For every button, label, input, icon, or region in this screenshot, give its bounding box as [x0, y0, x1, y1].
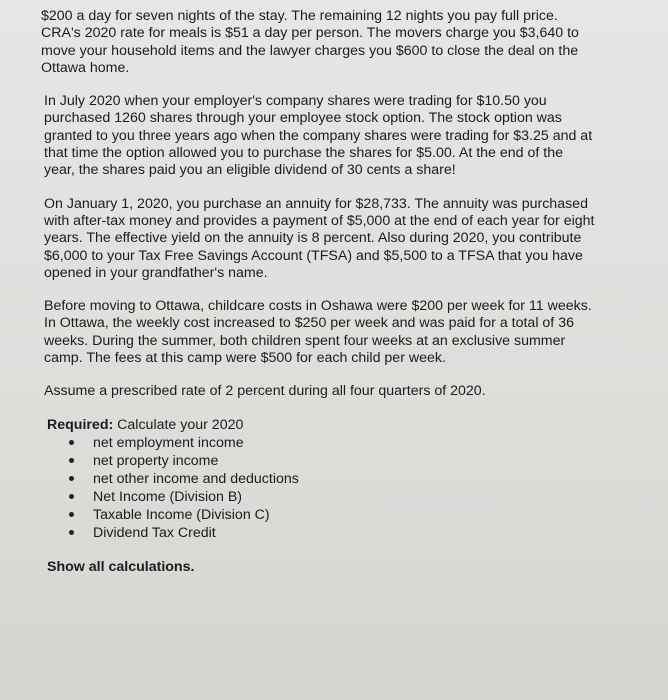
list-item: Net Income (Division B)	[69, 488, 644, 506]
text-line: camp. The fees at this camp were $500 for each child per week.	[44, 350, 446, 367]
list-item: net property income	[69, 452, 644, 470]
text-line: move your household items and the lawyer charges you $600 to close the deal on the	[41, 42, 579, 59]
text-line: In July 2020 when your employer's company shares were trading for $10.50 you	[44, 93, 547, 110]
paragraph-annuity	[44, 196, 644, 282]
paragraph-prescribed-rate	[44, 383, 644, 400]
bullet-icon	[69, 440, 74, 445]
paragraph-stock-option	[44, 93, 644, 179]
bullet-icon	[69, 476, 74, 481]
paragraph-childcare	[44, 298, 644, 367]
text-line: CRA's 2020 rate for meals is $51 a day per person. The movers charge you $3,640 to	[41, 25, 579, 42]
text-line: year, the shares paid you an eligible dividend of 30 cents a share!	[44, 162, 456, 179]
list-item: Taxable Income (Division C)	[69, 506, 644, 524]
text-line: weeks. During the summer, both children spent four weeks at an exclusive summer	[44, 332, 566, 349]
text-line: Assume a prescribed rate of 2 percent during all four quarters of 2020.	[44, 383, 486, 400]
bullet-icon	[69, 494, 74, 499]
text-line: $200 a day for seven nights of the stay. The remaining 12 nights you pay full price.	[41, 8, 558, 24]
list-item: net employment income	[69, 434, 644, 452]
paragraph-moving-costs	[41, 8, 644, 77]
text-line: with after-tax money and provides a payment of $5,000 at the end of each year for eight	[44, 212, 595, 229]
text-line: In Ottawa, the weekly cost increased to $250 per week and was paid for a total of 36	[44, 315, 574, 332]
text-line: $6,000 to your Tax Free Savings Account (TFSA) and $5,500 to a TFSA that you have	[44, 247, 583, 264]
required-list	[47, 434, 644, 542]
required-section	[47, 417, 644, 542]
text-line: On January 1, 2020, you purchase an annuity for $28,733. The annuity was purchased	[44, 195, 588, 212]
text-line: Before moving to Ottawa, childcare costs in Oshawa were $200 per week for 11 weeks.	[44, 298, 592, 315]
document-page	[41, 8, 644, 576]
text-line: years. The effective yield on the annuity is 8 percent. Also during 2020, you contribute	[44, 230, 582, 247]
list-item: net other income and deductions	[69, 470, 644, 488]
text-line: that time the option allowed you to purchase the shares for $5.00. At the end of the	[44, 145, 563, 162]
text-line: Ottawa home.	[41, 59, 130, 76]
text-line: purchased 1260 shares through your employee stock option. The stock option was	[44, 110, 562, 127]
required-text: Calculate your 2020	[117, 416, 244, 433]
bullet-icon	[69, 530, 74, 535]
text-line: opened in your grandfather's name.	[44, 264, 268, 281]
bullet-icon	[69, 512, 74, 517]
required-heading	[47, 417, 644, 434]
text-line: granted to you three years ago when the company shares were trading for $3.25 and at	[44, 127, 593, 144]
show-all-calculations: Show all calculations.	[47, 558, 195, 575]
bullet-icon	[69, 458, 74, 463]
list-item: Dividend Tax Credit	[69, 524, 644, 542]
required-label: Required:	[47, 416, 114, 433]
